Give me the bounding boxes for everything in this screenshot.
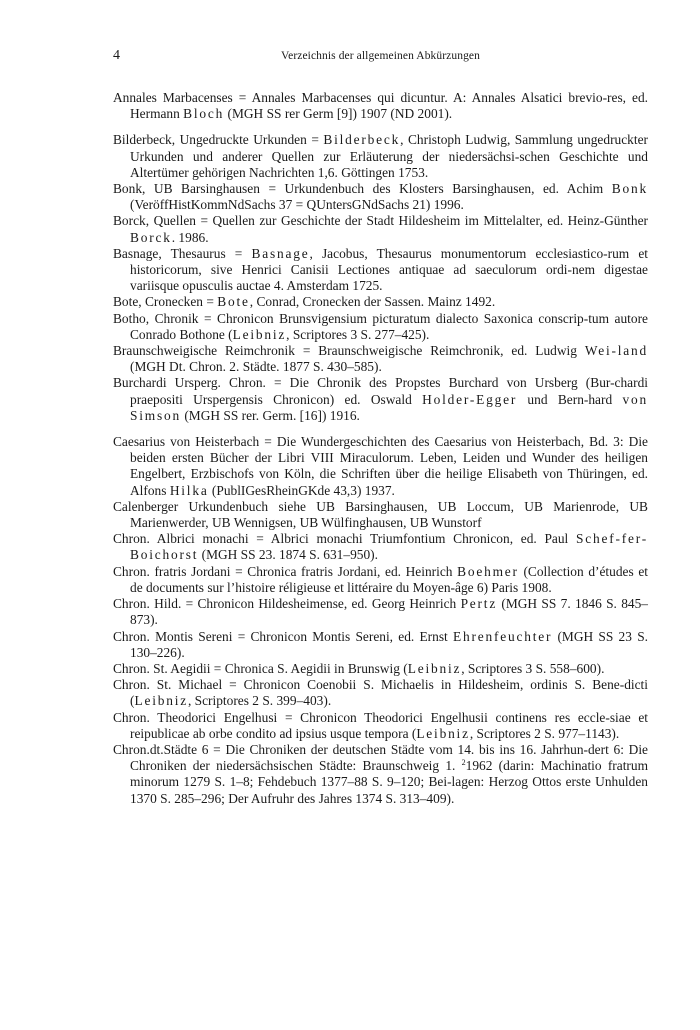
entry-text: Bilderbeck, Ungedruckte Urkunden = [113, 132, 324, 148]
entry-basnage [113, 246, 648, 295]
author-name: Borck [130, 229, 172, 245]
author-name: Hilka [169, 482, 209, 498]
author-name: Wei-land [584, 343, 648, 359]
entry-text: Bonk, UB Barsinghausen = Urkundenbuch des Klosters Barsinghausen, ed. Achim [113, 181, 612, 197]
entry-text: Bote, Cronecken = [113, 294, 218, 310]
entry-bote [113, 294, 648, 310]
entry-text: , Conrad, Cronecken der Sassen. Mainz 1492. [249, 294, 496, 310]
entry-text: (MGH SS 7. 1846 S. 845–873). [130, 596, 648, 628]
entry-text: , Christoph Ludwig, Sammlung ungedruckter Urkunden und anderer Quellen zur Erläuterung der niedersächsi-schen Geschichte und Altertümer gehörigen Nachrichten 1,6. Göttingen 1753. [130, 132, 648, 180]
entry-borck [113, 213, 648, 245]
author-name: Bloch [183, 106, 225, 122]
author-name: Holder-Egger [422, 391, 518, 407]
entry-aegidii [113, 661, 648, 677]
entry-michael [113, 677, 648, 709]
entry-text: , Scriptores 2 S. 977–1143). [469, 725, 620, 741]
entry-botho [113, 311, 648, 343]
author-name: von Simson [130, 391, 648, 423]
entry-text: Borck, Quellen = Quellen zur Geschichte der Stadt Hildesheim im Mittelalter, ed. Heinz-Günther [113, 213, 648, 229]
entry-text: Basnage, Thesaurus = [113, 245, 252, 261]
entry-text: , Jacobus, Thesaurus monumentorum ecclesiastico-rum et historicorum, sive Henrici Canisii Lectiones antiquae ad saeculorum ordi-nem digestae variisque opusculis auctae 4. Amsterdam 1725. [130, 245, 648, 294]
entry-text: , Scriptores 3 S. 277–425). [286, 326, 430, 342]
entry-text: Annales Marbacenses = Annales Marbacenses qui dicuntur. A: Annales Alsatici brevio-res, ed. Hermann [113, 90, 648, 122]
entry-text: (VeröffHistKommNdSachs 37 = QUntersGNdSachs 21) 1996. [130, 197, 464, 213]
entry-text: (PublIGesRheinGKde 43,3) 1937. [208, 482, 395, 498]
author-name: Leibniz [407, 660, 462, 676]
entry-text: Chron. St. Aegidii = Chronica S. Aegidii in Brunswig ( [113, 660, 408, 676]
entry-caesarius [113, 434, 648, 499]
author-name: Bote [217, 294, 250, 310]
entry-text: Chron. Montis Sereni = Chronicon Montis Sereni, ed. Ernst [113, 628, 453, 644]
entry-text: 1962 (darin: Machinatio fratrum minorum 1279 S. 1–8; Fehdebuch 1377–88 S. 9–120; Bei-lagen: Herzog Ottos erste Unhulden 1370 S. 285–296; Der Aufruhr des Jahres 1374 S. 313–409). [130, 758, 648, 806]
entry-text: , Scriptores 3 S. 558–600). [461, 660, 605, 676]
entry-text: . 1986. [171, 229, 209, 245]
entry-text: Chron. Albrici monachi = Albrici monachi Triumfontium Chronicon, ed. Paul [113, 531, 576, 547]
entry-text: Chron. Theodorici Engelhusi = Chronicon Theodorici Engelhusii continens res eccle-siae et reipublicae ab orbe condito ad ipsius usque tempora ( [113, 709, 648, 741]
entry-bonk [113, 181, 648, 213]
running-head: Verzeichnis der allgemeinen Abkürzungen [280, 50, 480, 62]
entry-text: , Scriptores 2 S. 399–403). [187, 693, 332, 709]
abbreviation-list [113, 90, 648, 807]
entry-text: (Collection d’études et de documents sur l’histoire réligieuse et littéraire du Moyen-âge 6) Paris 1908. [130, 563, 648, 595]
document-page [113, 48, 648, 807]
entry-text: und Bern-hard [517, 391, 623, 407]
entry-theodorici [113, 710, 648, 742]
author-name: Bonk [611, 181, 648, 197]
entry-text: (MGH SS 23 S. 130–226). [130, 628, 648, 660]
entry-braunschweig [113, 343, 648, 375]
entry-text: Chron. Hild. = Chronicon Hildesheimense, ed. Georg Heinrich [113, 596, 461, 612]
entry-text: Calenberger Urkundenbuch siehe UB Barsinghausen, UB Loccum, UB Marienrode, UB Marienwerder, UB Wennigsen, UB Wülfinghausen, UB Wunstorf [113, 498, 648, 531]
author-name: Pertz [460, 596, 498, 612]
entry-text: Botho, Chronik = Chronicon Brunsvigensium picturatum dialecto Saxonica conscrip-tum autore Conrado Bothone ( [113, 310, 648, 342]
entry-text: (MGH SS rer Germ [9]) 1907 (ND 2001). [224, 106, 453, 122]
entry-bilderbeck [113, 132, 648, 181]
author-name: Basnage [251, 245, 310, 261]
entry-text: Chron.dt.Städte 6 = Die Chroniken der deutschen Städte vom 14. bis ins 16. Jahrhun-dert 6: Die Chroniken der niedersächsischen Städte: Braunschweig 1. [113, 741, 648, 774]
entry-staedte [113, 742, 648, 807]
entry-burchardi [113, 375, 648, 424]
entry-albrici [113, 531, 648, 563]
author-name: Ehrenfeuchter [453, 628, 553, 644]
page-number: 4 [113, 48, 120, 63]
entry-text: (MGH Dt. Chron. 2. Städte. 1877 S. 430–585). [130, 359, 382, 375]
entry-text: Caesarius von Heisterbach = Die Wundergeschichten des Caesarius von Heisterbach, Bd. 3: Die beiden ersten Bücher der Libri VIII Miraculorum. Leben, Leiden und Wunder des heiligen Engelbert, Erzbischofs von Köln, die Schriften über die heilige Elisabeth von Thüringen, ed. Alfons [113, 434, 648, 498]
author-name: Schef-fer-Boichorst [130, 531, 648, 563]
entry-text: (MGH SS 23. 1874 S. 631–950). [198, 547, 378, 563]
entry-annales [113, 90, 648, 122]
entry-text: Chron. fratris Jordani = Chronica fratris Jordani, ed. Heinrich [113, 563, 458, 579]
superscript: 2 [461, 758, 466, 768]
entry-text: (MGH SS rer. Germ. [16]) 1916. [181, 407, 360, 423]
entry-hild [113, 596, 648, 628]
author-name: Leibniz [232, 326, 287, 342]
entry-calenberger [113, 499, 648, 531]
entry-montis [113, 629, 648, 661]
author-name: Leibniz [416, 725, 470, 741]
entry-text: Burchardi Ursperg. Chron. = Die Chronik des Propstes Burchard von Ursberg (Bur-chardi praepositi Urspergensis Chronicon) ed. Oswald [113, 375, 648, 407]
entry-jordani [113, 564, 648, 596]
author-name: Bilderbeck [323, 132, 401, 148]
page-header [113, 48, 648, 68]
author-name: Leibniz [134, 693, 188, 709]
entry-text: Braunschweigische Reimchronik = Braunschweigische Reimchronik, ed. Ludwig [113, 343, 585, 359]
author-name: Boehmer [457, 563, 519, 579]
entry-text: Chron. St. Michael = Chronicon Coenobii S. Michaelis in Hildesheim, ordinis S. Bene-dicti ( [113, 677, 648, 709]
